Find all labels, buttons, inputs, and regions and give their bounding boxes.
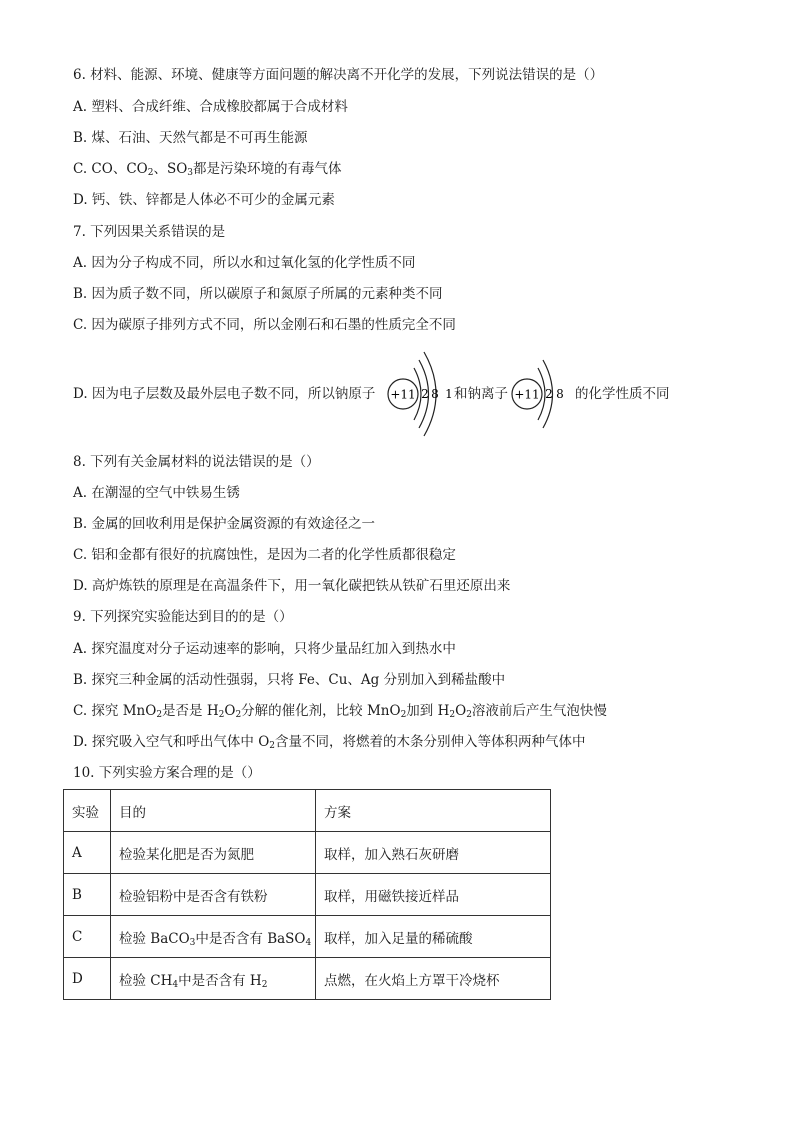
q8-stem: 8. 下列有关金属材料的说法错误的是（） [73,454,320,470]
q7-d-text-3: 的化学性质不同 [575,386,670,402]
sodium-atom-shell-1: 2 [421,387,429,401]
q6-option-a: A. 塑料、合成纤维、合成橡胶都属于合成材料 [73,99,348,115]
q8-option-b: B. 金属的回收利用是保护金属资源的有效途径之一 [73,516,376,532]
q9-c-s6: 2 [466,710,472,720]
goal-sub-1: 3 [189,937,196,948]
q9-stem: 9. 下列探究实验能达到目的的是（） [73,609,293,625]
q9-option-b: B. 探究三种金属的活动性强弱，只将 Fe、Cu、Ag 分别加入到稀盐酸中 [73,672,506,688]
goal-text-1: 检验 CH [119,972,173,989]
sodium-ion-nucleus: +11 [514,387,540,402]
table-row [64,958,551,1000]
sodium-ion-shell-1: 2 [545,387,553,401]
q9-c-t4: 分解的催化剂，比较 MnO [241,703,401,719]
row-goal: 检验铝粉中是否含有铁粉 [111,874,316,916]
row-plan: 取样，加入足量的稀硫酸 [316,916,551,958]
q9-d-t2: 含量不同，将燃着的木条分别伸入等体积两种气体中 [275,734,586,750]
table-header-row [64,790,551,832]
q8-option-a: A. 在潮湿的空气中铁易生锈 [73,485,240,501]
q6-option-d: D. 钙、铁、锌都是人体必不可少的金属元素 [73,192,335,208]
q7-d-text-1: D. 因为电子层数及最外层电子数不同，所以钠原子 [73,386,376,402]
q9-c-t6: O [455,703,467,719]
q9-c-s2: 2 [218,710,225,720]
q9-option-a: A. 探究温度对分子运动速率的影响，只将少量品红加入到热水中 [73,641,456,657]
q6-c-sub-1: 2 [147,168,154,178]
q9-c-t5: 加到 H [406,703,450,719]
q6-c-text-1: C. CO、CO [73,161,148,177]
sodium-ion-shell-2: 8 [556,387,564,401]
q9-d-s1: 2 [269,741,276,751]
header-experiment: 实验 [64,790,111,832]
q7-d-text-2: 和钠离子 [454,386,508,402]
q7-option-c: C. 因为碳原子排列方式不同，所以金刚石和石墨的性质完全不同 [73,317,456,333]
q6-option-b: B. 煤、石油、天然气都是不可再生能源 [73,130,308,146]
q9-c-s3: 2 [235,710,242,720]
q7-option-a: A. 因为分子构成不同，所以水和过氧化氢的化学性质不同 [73,255,416,271]
q9-c-s5: 2 [449,710,456,720]
row-id: A [64,832,111,874]
header-plan: 方案 [316,790,551,832]
q6-c-text-3: 都是污染环境的有毒气体 [193,161,342,177]
table-row [64,874,551,916]
q7-option-d [73,384,375,404]
q9-c-t7: 溶液前后产生气泡快慢 [471,703,607,719]
sodium-atom-shell-2: 8 [431,387,439,401]
goal-text-2: 中是否含有 H [178,972,262,989]
sodium-atom-nucleus: +11 [390,387,416,402]
q9-c-s1: 2 [156,710,163,720]
q9-c-t3: O [224,703,236,719]
sodium-ion-diagram [510,340,572,440]
row-plan: 点燃，在火焰上方罩干冷烧杯 [316,958,551,1000]
row-goal [111,916,316,958]
row-goal: 检验某化肥是否为氮肥 [111,832,316,874]
goal-text-2: 中是否含有 BaSO [195,930,306,947]
q8-option-c: C. 铝和金都有很好的抗腐蚀性，是因为二者的化学性质都很稳定 [73,547,456,563]
q10-stem: 10. 下列实验方案合理的是（） [73,765,261,781]
row-goal [111,958,316,1000]
q6-c-text-2: 、SO [153,161,188,177]
q8-option-d: D. 高炉炼铁的原理是在高温条件下，用一氧化碳把铁从铁矿石里还原出来 [73,578,511,594]
goal-sub-2: 4 [305,937,312,948]
q7-stem: 7. 下列因果关系错误的是 [73,224,226,240]
q9-option-d [73,732,586,752]
header-goal: 目的 [111,790,316,832]
sodium-atom-diagram [386,340,456,440]
goal-sub-1: 4 [172,979,179,990]
q6-option-c [73,159,342,179]
row-plan: 取样，加入熟石灰研磨 [316,832,551,874]
sodium-atom-shell-3: 1 [445,387,453,401]
row-id: B [64,874,111,916]
q6-stem: 6. 材料、能源、环境、健康等方面问题的解决离不开化学的发展，下列说法错误的是（） [73,67,604,83]
q9-c-s4: 2 [400,710,407,720]
q6-c-sub-2: 3 [187,168,194,178]
goal-sub-2: 2 [261,979,268,990]
q9-d-t1: D. 探究吸入空气和呼出气体中 O [73,734,270,750]
goal-text-1: 检验 BaCO [119,930,190,947]
table-row [64,916,551,958]
q9-c-t2: 是否是 H [162,703,219,719]
q9-option-c [73,701,607,721]
table-row [64,832,551,874]
q9-c-t1: C. 探究 MnO [73,703,157,719]
row-id: D [64,958,111,1000]
row-plan: 取样，用磁铁接近样品 [316,874,551,916]
q10-table [63,789,551,1000]
row-id: C [64,916,111,958]
q7-option-b: B. 因为质子数不同，所以碳原子和氮原子所属的元素种类不同 [73,286,443,302]
